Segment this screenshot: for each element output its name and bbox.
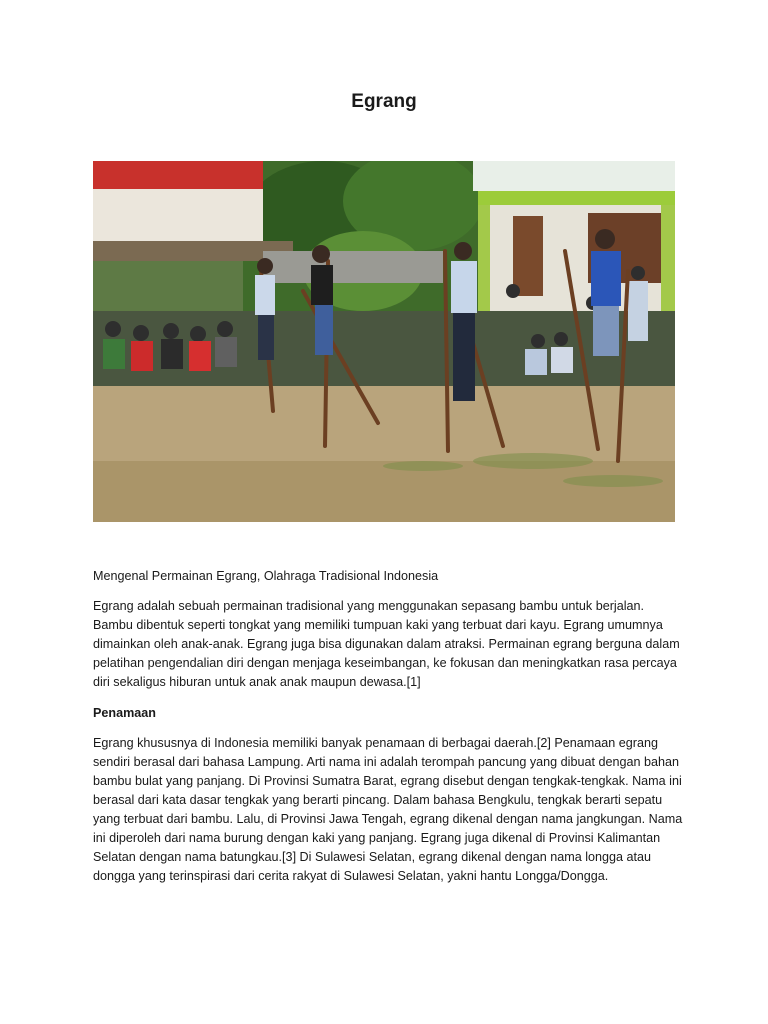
naming-paragraph: Egrang khususnya di Indonesia memiliki banyak penamaan di berbagai daerah.[2] Penamaan egrang sendiri berasal dari bahasa Lampung. Arti nama ini adalah terompah pancung yang dibuat dengan bahan bambu bulat yang panjang. Di Provinsi Sumatra Barat, egrang disebut dengan tengkak-tengkak. Nama ini berasal dari kata dasar tengkak yang berarti pincang. Dalam bahasa Bengkulu, tengkak berarti sepatu yang terbuat dari bambu. Lalu, di Provinsi Jawa Tengah, egrang dikenal dengan nama jangkungan. Nama ini diperoleh dari nama burung dengan kaki yang panjang. Egrang juga dikenal di Provinsi Kalimantan Selatan dengan nama batungkau.[3] Di Sulawesi Selatan, egrang dikenal dengan nama longga atau dongga yang terinspirasi dari cerita rakyat di Sulawesi Selatan, yakni hantu Longga/Dongga. [93,736,683,883]
page-title: Egrang [351,91,417,112]
intro-paragraph: Egrang adalah sebuah permainan tradisional yang menggunakan sepasang bambu untuk berjalan. Bambu dibentuk seperti tongkat yang memiliki tumpuan kaki yang terbuat dari kayu. Egrang umumnya dimainkan oleh anak-anak. Egrang juga bisa digunakan dalam atraksi. Permainan egrang berguna dalam pelatihan pengendalian diri dengan menjaga keseimbangan, ke fokusan dan meningkatkan rasa percaya diri sekaligus hiburan untuk anak anak maupun dewasa.[1] [93,599,680,689]
section-heading-penamaan: Penamaan [93,706,156,720]
article-subtitle: Mengenal Permainan Egrang, Olahraga Tradisional Indonesia [93,569,439,583]
egrang-photo [93,161,675,522]
